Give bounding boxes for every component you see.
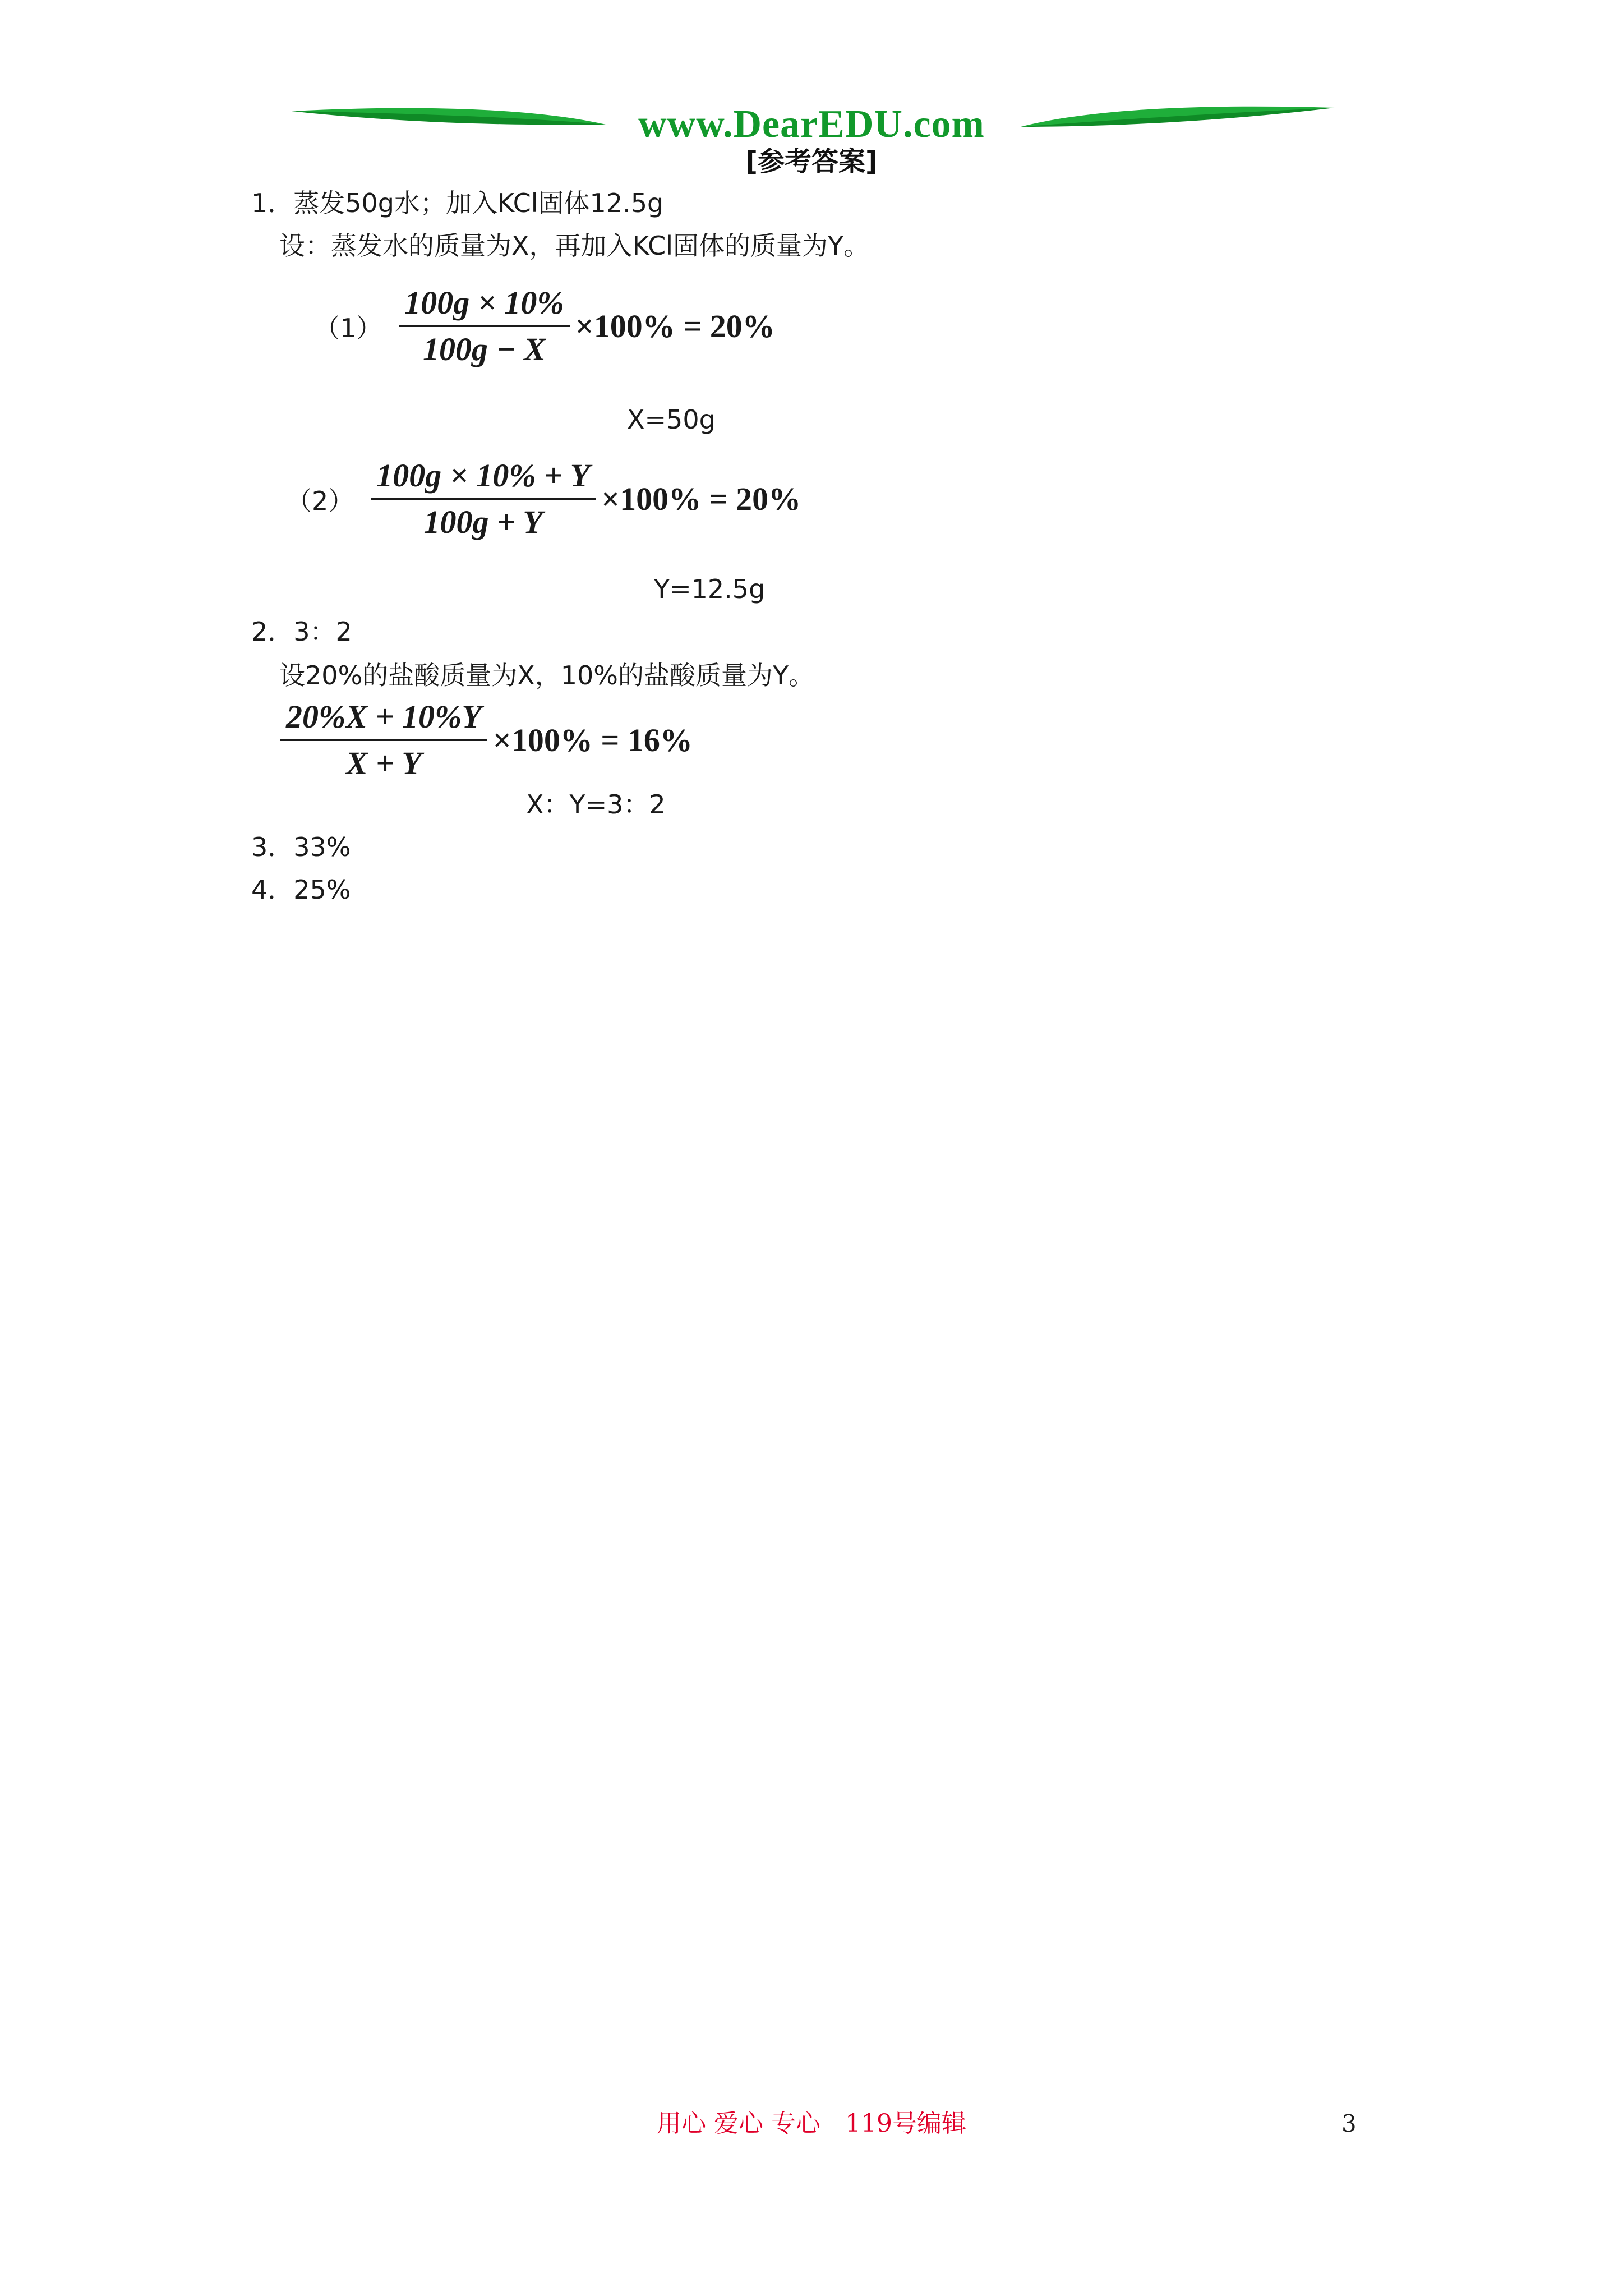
fraction (280, 694, 487, 786)
site-logo: www.DearEDU.com (638, 103, 985, 146)
denominator: 100g + Y (423, 504, 543, 540)
numerator: 20%X + 10%Y (286, 698, 482, 735)
fraction (399, 280, 569, 372)
answer-1-setup: 设：蒸发水的质量为X，再加入KCl固体的质量为Y。 (279, 231, 870, 261)
equation-label: （2） (286, 485, 354, 516)
fraction (371, 453, 596, 545)
answer-1-result-2: Y=12.5g (654, 574, 766, 604)
numerator: 100g × 10% + Y (376, 457, 591, 494)
answer-1-title: 1．蒸发50g水；加入KCl固体12.5g (251, 188, 664, 218)
answer-2-equation (280, 694, 693, 786)
answer-1-equation-1 (314, 280, 775, 372)
answer-2-result: X：Y=3：2 (526, 789, 666, 820)
answer-2-title: 2．3：2 (251, 616, 352, 647)
answer-3: 3．33% (251, 832, 351, 862)
footer-credit: 用心 爱心 专心 119号编辑 (657, 2109, 966, 2138)
equation-tail: ×100% = 20% (575, 308, 775, 344)
page-number: 3 (1341, 2110, 1357, 2137)
denominator: 100g − X (423, 331, 546, 367)
denominator: X + Y (345, 745, 422, 781)
equation-tail: ×100% = 20% (601, 481, 801, 517)
answer-1-equation-2 (286, 453, 801, 545)
equation-label: （1） (314, 312, 382, 343)
page-subtitle: [参考答案] (745, 146, 878, 177)
answer-2-setup: 设20%的盐酸质量为X，10%的盐酸质量为Y。 (279, 660, 815, 691)
numerator: 100g × 10% (404, 284, 564, 321)
equation-tail: ×100% = 16% (492, 722, 693, 758)
answer-4: 4．25% (251, 875, 351, 905)
answer-1-result-1: X=50g (627, 404, 716, 435)
